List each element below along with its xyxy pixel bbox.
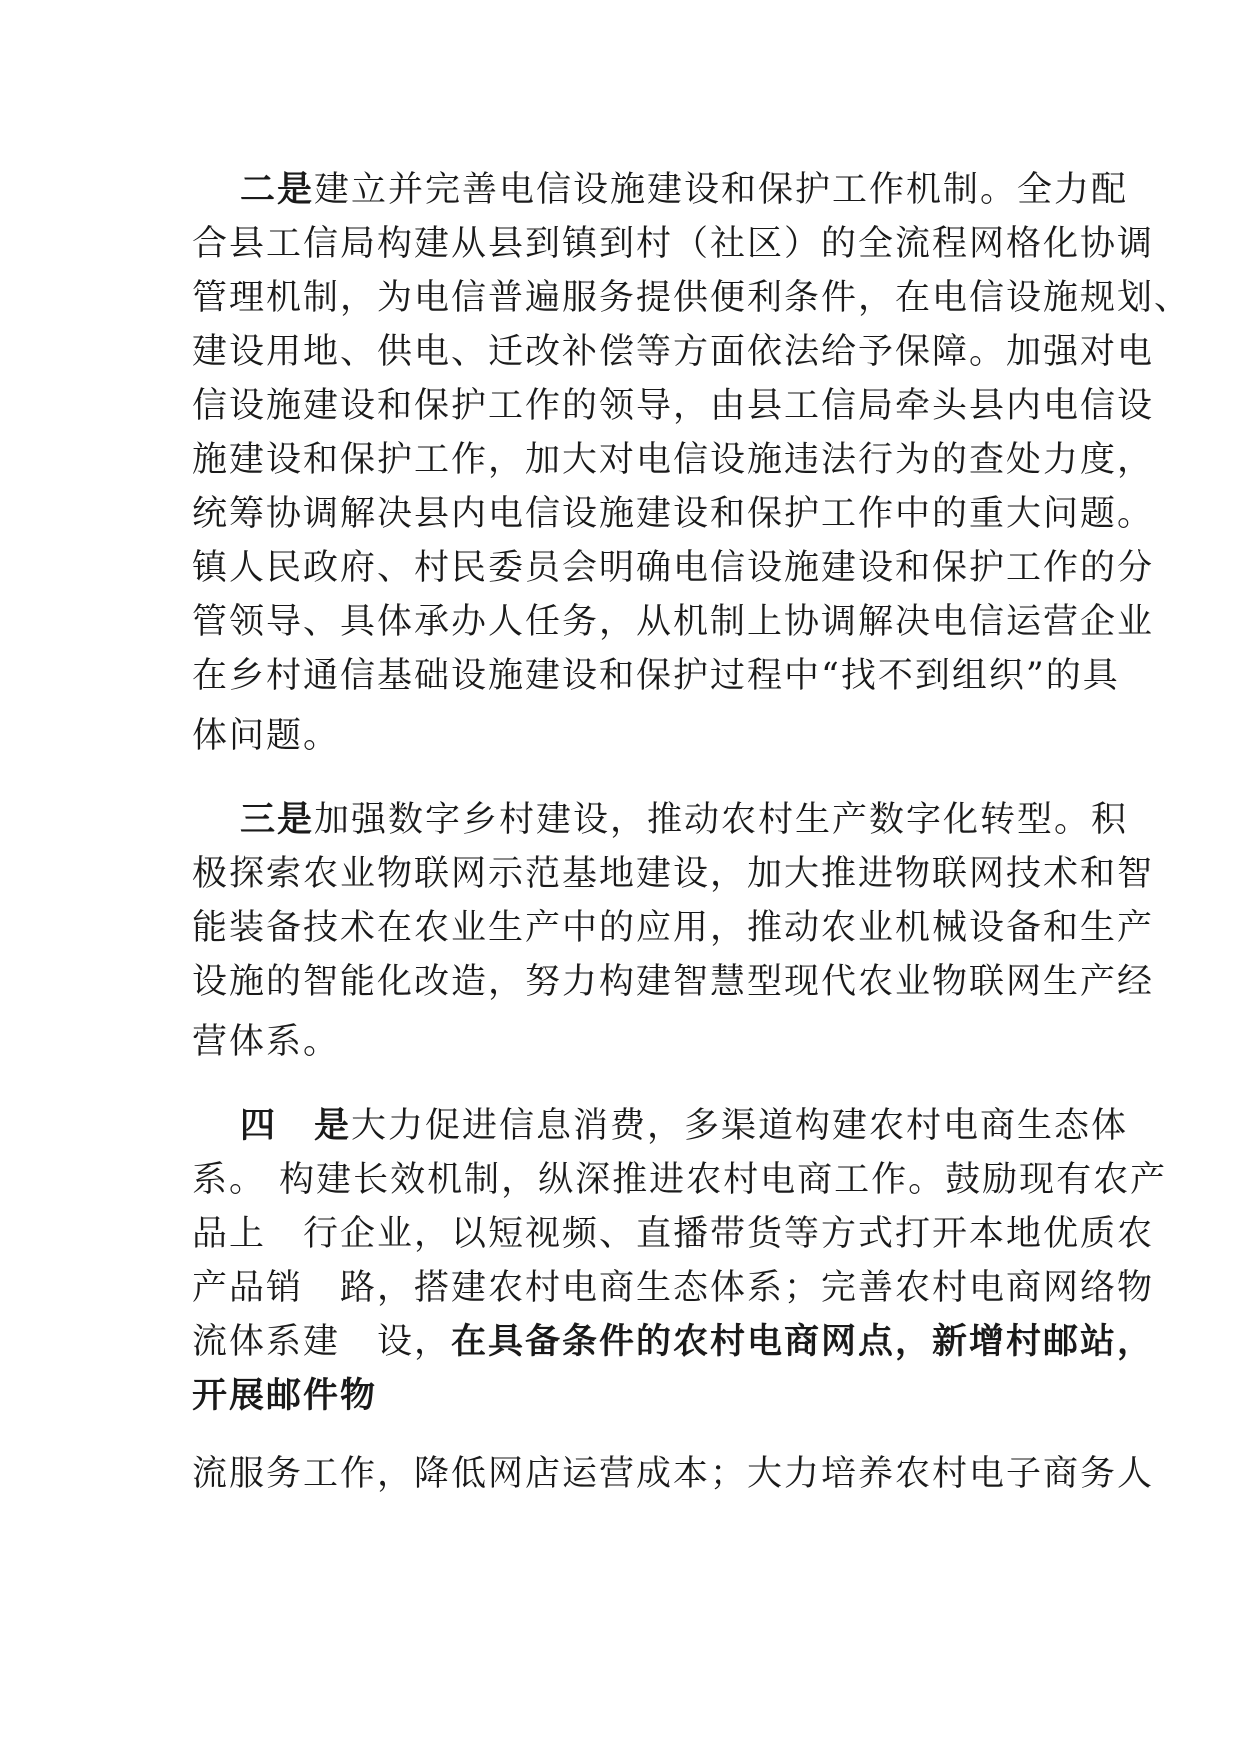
section4-lead: 四 是 — [240, 1105, 352, 1146]
section4-bold-inline: 在具备条件的农村电商网点，新增村邮站， — [451, 1321, 1155, 1362]
section2-line-6: 施建设和保护工作，加大对电信设施违法行为的查处力度， — [192, 440, 1155, 480]
section4-text-5: 流体系建 设， — [192, 1322, 452, 1362]
section2-line-11: 体问题。 — [192, 716, 341, 756]
section4-bold-line: 开展邮件物 — [192, 1375, 378, 1416]
section4-line-5 — [192, 1320, 1155, 1364]
section3-line-2: 极探索农业物联网示范基地建设，加大推进物联网技术和智 — [192, 854, 1155, 894]
section4-line-1 — [240, 1104, 1129, 1148]
section4-text-1: 大力促进信息消费，多渠道构建农村电商生态体 — [351, 1106, 1129, 1146]
section2-lead: 二是 — [240, 169, 315, 210]
section2-line-7: 统筹协调解决县内电信设施建设和保护工作中的重大问题。 — [192, 494, 1155, 534]
section2-line-2: 合县工信局构建从县到镇到村（社区）的全流程网格化协调 — [192, 224, 1155, 264]
section3-line-5: 营体系。 — [192, 1022, 341, 1062]
section2-line-1 — [240, 168, 1129, 212]
section3-line-3: 能装备技术在农业生产中的应用，推动农业机械设备和生产 — [192, 908, 1155, 948]
section3-text-1: 加强数字乡村建设，推动农村生产数字化转型。积 — [314, 800, 1129, 840]
section3-line-4: 设施的智能化改造，努力构建智慧型现代农业物联网生产经 — [192, 962, 1155, 1002]
section3-lead: 三是 — [240, 799, 315, 840]
section4-line-3: 品上 行企业，以短视频、直播带货等方式打开本地优质农 — [192, 1214, 1155, 1254]
section2-line-5: 信设施建设和保护工作的领导，由县工信局牵头县内电信设 — [192, 386, 1155, 426]
section4-line-2: 系。 构建长效机制，纵深推进农村电商工作。鼓励现有农产 — [192, 1160, 1168, 1200]
section2-line-4: 建设用地、供电、迁改补偿等方面依法给予保障。加强对电 — [192, 332, 1155, 372]
section4-line-4: 产品销 路，搭建农村电商生态体系；完善农村电商网络物 — [192, 1268, 1155, 1308]
section2-line-10: 在乡村通信基础设施建设和保护过程中“找不到组织”的具 — [192, 656, 1120, 696]
section2-text-1: 建立并完善电信设施建设和保护工作机制。全力配 — [314, 170, 1129, 210]
section2-line-9: 管领导、具体承办人任务，从机制上协调解决电信运营企业 — [192, 602, 1155, 642]
section2-line-3: 管理机制，为电信普遍服务提供便利条件，在电信设施规划、 — [192, 278, 1192, 318]
section3-line-1 — [240, 798, 1129, 842]
section2-line-8: 镇人民政府、村民委员会明确电信设施建设和保护工作的分 — [192, 548, 1155, 588]
section4-last-line: 流服务工作，降低网店运营成本；大力培养农村电子商务人 — [192, 1454, 1155, 1494]
